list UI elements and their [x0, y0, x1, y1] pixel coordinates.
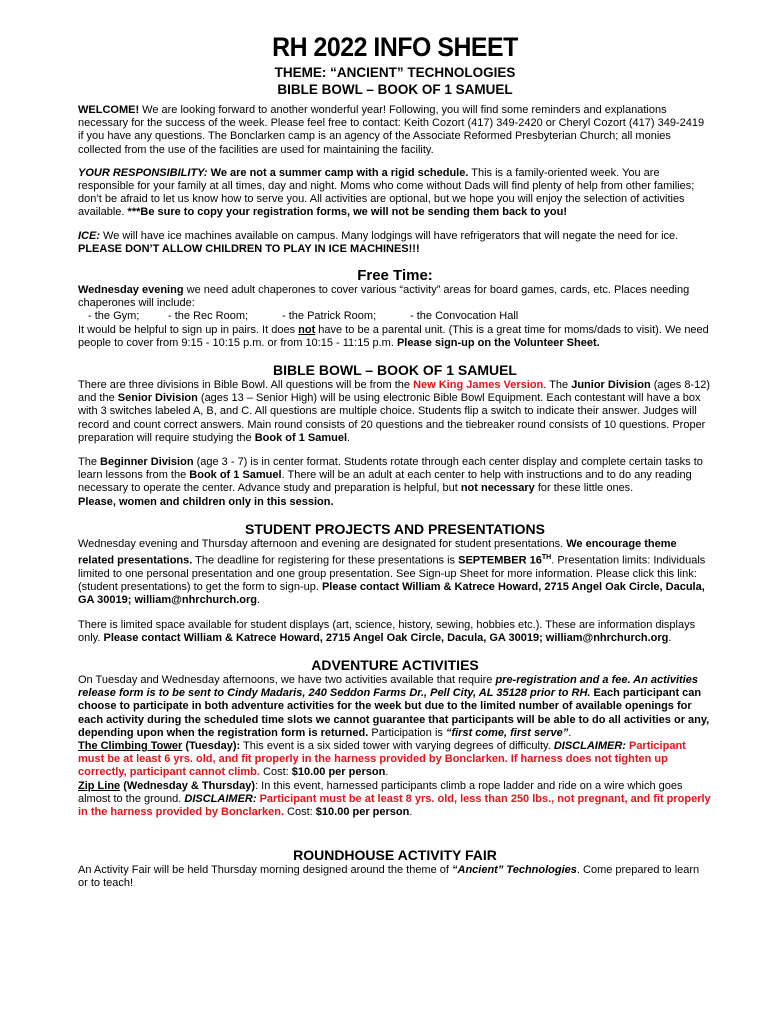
fair-heading: ROUNDHOUSE ACTIVITY FAIR	[293, 847, 497, 864]
bible-bowl-heading: BIBLE BOWL – BOOK OF 1 SAMUEL	[273, 362, 517, 379]
free-time-text2b: have to be a parental unit. (This is a great time for moms/dads to visit). We need people to cover from 9:15 - 10:15 p.m. or from 10:15 - 11:15 p.m.	[78, 323, 709, 349]
zip-text: : In this event, harnessed participants climb a rope ladder and ride on a wire which goes almost to the ground.	[78, 779, 683, 805]
bb-junior: Junior Division	[571, 379, 651, 392]
projects-text: . Presentation limits: Individuals limited to one personal presentation and one group presentation. See Sign-up Sheet for more information. Please click this link: (student presentations) to get the form to sign-up.	[78, 554, 706, 594]
responsibility-text: This is a family-oriented week. You are responsible for your family at all times, day and night. Moms who come without Dads will find plenty of help from other families; don’t be afraid to let us know how to serve you. All activities are optional, but we hope you will enjoy the selection of activities available.	[78, 166, 695, 219]
tower-text: .	[385, 766, 389, 779]
zip-disclaimer-label: DISCLAIMER:	[184, 792, 257, 805]
zip-name: Zip Line	[78, 779, 121, 792]
tower-name: The Climbing Tower	[78, 739, 183, 752]
bible-bowl-subtitle: BIBLE BOWL – BOOK OF 1 SAMUEL	[277, 82, 513, 97]
responsibility-bold: We are not a summer camp with a rigid schedule.	[207, 166, 469, 179]
bb-beginner: Beginner Division	[100, 456, 194, 469]
bb-text: (ages 13 – Senior High) will be using electronic Bible Bowl Equipment. Each contestant will have a box with 3 switches labeled A, B, and C. All questions are multiple choice. Students flip a switch to indicate their answer. Judges will record and count correct answers. Main round consists of 20 questions and the tiebreaker round consists of 10 questions. Proper preparation will require studying the	[78, 392, 706, 444]
bb-senior: Senior Division	[117, 392, 198, 405]
bb-text: . The	[543, 379, 572, 392]
projects-contact-2: Please contact William & Katrece Howard, 2715 Angel Oak Circle, Dacula, GA 30019; william@nhrchurch.org	[103, 631, 669, 644]
ice-text: We will have ice machines available on campus. Many lodgings will have refrigerators that will negate the need for ice.	[100, 229, 679, 242]
projects-text: The deadline for registering for these presentations is	[192, 554, 459, 567]
welcome-paragraph	[78, 104, 712, 157]
bb-session-note: Please, women and children only in this session.	[78, 495, 334, 508]
bb-text: . There will be an adult at each center to help with instructions and to do any reading necessary to operate the center. Advance study and preparation is helpful, but	[78, 469, 692, 495]
zip-days: (Wednesday & Thursday)	[120, 779, 256, 792]
ice-warning: PLEASE DON’T ALLOW CHILDREN TO PLAY IN ICE MACHINES!!!	[78, 242, 420, 255]
adventure-text: Participation is	[368, 726, 446, 739]
free-time-lead: Wednesday evening	[78, 284, 184, 297]
projects-text: Wednesday evening and Thursday afternoon and evening are designated for student presentations.	[78, 537, 567, 550]
welcome-text: We are looking forward to another wonderful year! Following, you will find some reminders and explanations necessary for the success of the week. Please feel free to contact: Keith Cozort (417) 349-2420 or Cheryl Cozort (417) 349-2419 if you have any questions. The Bonclarken camp is an agency of the Associate Reformed Presbyterian Church; all monies collected from the use of the facilities are used for maintaining the facility.	[78, 104, 705, 156]
place-rec-room: - the Rec Room;	[168, 310, 249, 323]
adventure-text: On Tuesday and Wednesday afternoons, we have two activities available that require	[78, 673, 496, 686]
bible-bowl-paragraph-1	[78, 379, 712, 445]
bb-book: Book of 1 Samuel	[254, 431, 348, 444]
responsibility-paragraph	[78, 167, 712, 220]
projects-paragraph-1	[78, 538, 712, 608]
projects-encourage: We encourage theme related presentations.	[78, 537, 677, 567]
free-time-heading: Free Time:	[357, 267, 433, 285]
tower-cost: $10.00 per person	[291, 766, 386, 779]
free-time-not: not	[298, 323, 316, 336]
tower-disclaimer-label: DISCLAIMER:	[553, 739, 626, 752]
free-time-paragraph	[78, 284, 712, 310]
adventure-each: Each participant can choose to participate in both adventure activities for the week but due to the limited number of available openings for each activity during the scheduled time slots we cannot guarantee that participants will be able to do all activities or any, depending upon when the registration form is returned.	[78, 687, 710, 739]
climbing-tower-paragraph	[78, 740, 712, 780]
bb-text: (ages 8-12) and the	[78, 379, 710, 405]
zip-cost-label: Cost:	[284, 805, 316, 818]
ice-label: ICE:	[78, 229, 100, 242]
zip-disclaimer: Participant must be at least 8 yrs. old, less than 250 lbs., not pregnant, and fit properly in the harness provided by Bonclarken.	[78, 792, 711, 818]
responsibility-bold-end: ***Be sure to copy your registration forms, we will not be sending them back to you!	[127, 206, 568, 219]
projects-deadline-sup: TH	[541, 554, 552, 562]
adventure-text: .	[568, 726, 572, 739]
tower-days: (Tuesday):	[182, 739, 241, 752]
adventure-heading: ADVENTURE ACTIVITIES	[311, 656, 479, 673]
projects-contact-1: Please contact William & Katrece Howard, 2715 Angel Oak Circle, Dacula, GA 30019; william@nhrchurch.org	[78, 581, 705, 607]
bb-text: .	[347, 431, 351, 444]
bb-text: for these little ones.	[534, 482, 634, 495]
free-time-paragraph-2	[78, 324, 712, 350]
welcome-label: WELCOME!	[78, 104, 140, 116]
chaperone-places	[78, 310, 712, 323]
bb-text: The	[78, 456, 101, 469]
projects-text: .	[668, 631, 672, 644]
tower-cost-label: Cost:	[259, 766, 292, 779]
projects-text: .	[257, 594, 261, 607]
tower-disclaimer: Participant must be at least 6 yrs. old, and fit properly in the harness provided by Bonclarken. If harness does not tighten up correctly, participant cannot climb.	[78, 739, 686, 779]
projects-heading: STUDENT PROJECTS AND PRESENTATIONS	[245, 520, 545, 537]
responsibility-label: YOUR RESPONSIBILITY:	[78, 166, 208, 179]
adventure-fcfs: “first come, first serve”	[445, 726, 569, 739]
bb-text: (age 3 - 7) is in center format. Students rotate through each center display and complete certain tasks to learn lessons from the	[78, 456, 703, 482]
theme-subtitle: THEME: “ANCIENT” TECHNOLOGIES	[274, 65, 516, 80]
free-time-text2a: It would be helpful to sign up in pairs. It does	[78, 323, 299, 336]
projects-text: There is limited space available for student displays (art, science, history, sewing, hobbies etc.). These are information displays only.	[78, 618, 696, 644]
adventure-prereg: pre-registration and a fee. An activities release form is to be sent to Cindy Madaris, 240 Seddon Farms Dr., Pell City, AL 35128 prior to RH.	[78, 673, 698, 700]
fair-theme: “Ancient” Technologies	[452, 864, 577, 877]
fair-text: . Come prepared to learn or to teach!	[78, 864, 700, 890]
place-gym: - the Gym;	[88, 310, 140, 323]
place-patrick-room: - the Patrick Room;	[282, 310, 377, 323]
bb-book-2: Book of 1 Samuel	[189, 469, 282, 482]
place-convocation-hall: - the Convocation Hall	[410, 310, 519, 323]
bb-text: There are three divisions in Bible Bowl. All questions will be from the	[78, 379, 414, 392]
adventure-paragraph	[78, 674, 712, 740]
fair-paragraph	[78, 864, 712, 890]
projects-paragraph-2	[78, 619, 712, 645]
bb-version: New King James Version	[413, 379, 544, 392]
volunteer-signup: Please sign-up on the Volunteer Sheet.	[396, 336, 600, 349]
bible-bowl-paragraph-2	[78, 456, 712, 509]
projects-deadline: SEPTEMBER 16	[458, 554, 542, 567]
tower-text: This event is a six sided tower with varying degrees of difficulty.	[240, 739, 554, 752]
free-time-text1: we need adult chaperones to cover various “activity” areas for board games, cards, etc. Places needing chaperones will include:	[78, 284, 690, 310]
zip-text: .	[409, 805, 413, 818]
zip-line-paragraph	[78, 780, 712, 820]
zip-cost: $10.00 per person	[315, 805, 410, 818]
bb-not-necessary: not necessary	[460, 482, 535, 495]
ice-paragraph	[78, 230, 712, 256]
fair-text: An Activity Fair will be held Thursday morning designed around the theme of	[78, 864, 452, 877]
page-title: RH 2022 INFO SHEET	[272, 32, 518, 62]
